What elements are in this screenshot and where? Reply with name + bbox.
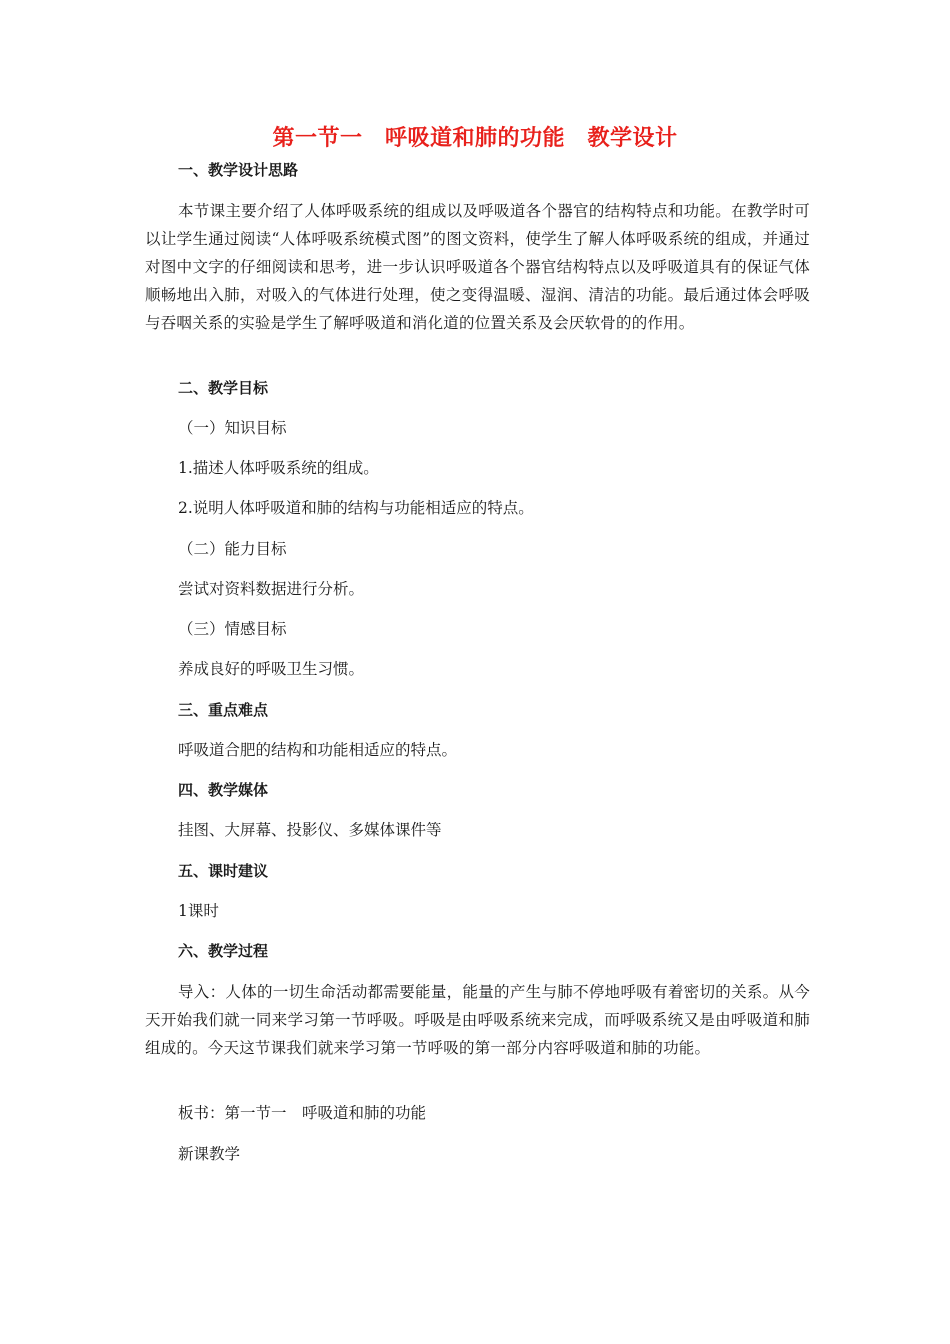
section-heading-objectives: 二、教学目标	[178, 379, 269, 397]
document-title: 第一节一 呼吸道和肺的功能 教学设计	[272, 126, 678, 151]
section-heading-class-hours: 五、课时建议	[178, 862, 269, 880]
section-heading-key-points: 三、重点难点	[178, 701, 269, 719]
objective-item-2: 2.说明人体呼吸道和肺的结构与功能相适应的特点。	[178, 499, 534, 517]
paragraph-design-idea: 本节课主要介绍了人体呼吸系统的组成以及呼吸道各个器官的结构特点和功能。在教学时可以让学生通过阅读“人体呼吸系统模式图”的图文资料，使学生了解人体呼吸系统的组成，并通过对图中文字的仔细阅读和思考，进一步认识呼吸道各个器官结构特点以及呼吸道具有的保证气体顺畅地出入肺，对吸入的气体进行处理，使之变得温暖、湿润、清洁的功能。最后通过体会呼吸与吞咽关系的实验是学生了解呼吸道和消化道的位置关系及会厌软骨的的作用。	[145, 202, 810, 332]
subheading-emotion-objectives: （三）情感目标	[178, 620, 287, 638]
paragraph-introduction: 导入：人体的一切生命活动都需要能量，能量的产生与肺不停地呼吸有着密切的关系。从今天开始我们就一同来学习第一节呼吸。呼吸是由呼吸系统来完成，而呼吸系统又是由呼吸道和肺组成的。今天这节课我们就来学习第一节呼吸的第一部分内容呼吸道和肺的功能。	[145, 983, 810, 1057]
new-lesson-label: 新课教学	[178, 1145, 241, 1163]
section-heading-media: 四、教学媒体	[178, 781, 269, 799]
board-writing: 板书：第一节一 呼吸道和肺的功能	[178, 1104, 427, 1122]
subheading-ability-objectives: （二）能力目标	[178, 540, 287, 558]
media-text: 挂图、大屏幕、投影仪、多媒体课件等	[178, 821, 442, 839]
class-hours-text: 1课时	[178, 902, 219, 920]
objective-item-ability: 尝试对资料数据进行分析。	[178, 580, 365, 598]
objective-item-1: 1.描述人体呼吸系统的组成。	[178, 459, 379, 477]
section-heading-design-idea: 一、教学设计思路	[178, 161, 299, 179]
section-heading-process: 六、教学过程	[178, 942, 269, 960]
key-points-text: 呼吸道合肥的结构和功能相适应的特点。	[178, 741, 458, 759]
subheading-knowledge-objectives: （一）知识目标	[178, 419, 287, 437]
objective-item-emotion: 养成良好的呼吸卫生习惯。	[178, 660, 365, 678]
